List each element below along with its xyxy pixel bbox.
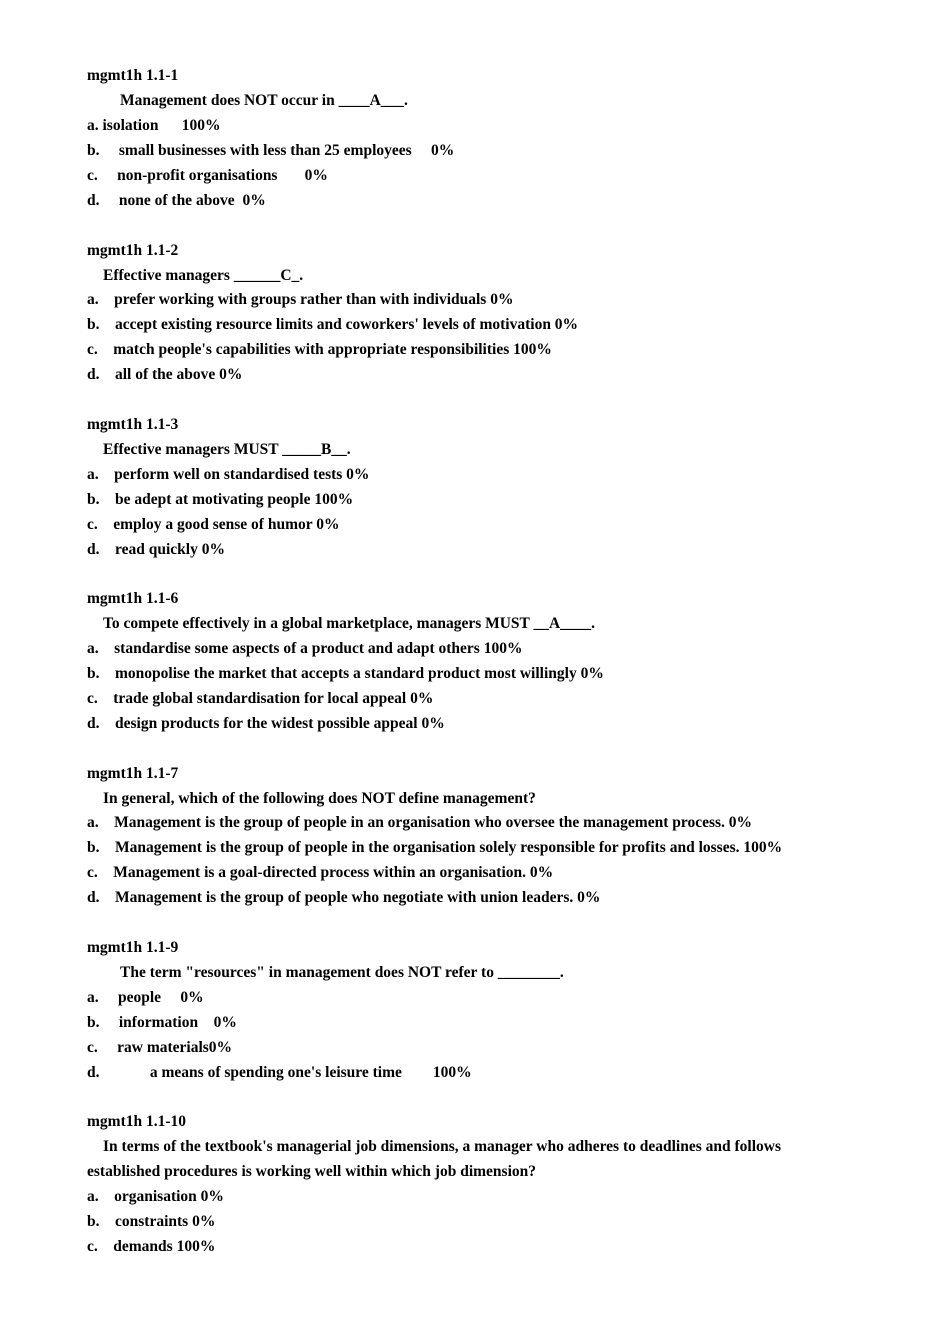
question-text: Effective managers ______C_.	[103, 267, 304, 284]
answer-option: c. raw materials0%	[87, 1039, 233, 1056]
answer-option: a. prefer working with groups rather than with individuals 0%	[87, 291, 514, 308]
question-text: Management does NOT occur in ____A___.	[120, 92, 408, 109]
answer-option: c. employ a good sense of humor 0%	[87, 516, 340, 533]
answer-option: a. people 0%	[87, 989, 204, 1006]
answer-option: a. standardise some aspects of a product and adapt others 100%	[87, 640, 523, 657]
answer-option: c. demands 100%	[87, 1238, 216, 1255]
answer-option: d. design products for the widest possible appeal 0%	[87, 715, 445, 732]
answer-option: a. Management is the group of people in an organisation who oversee the management process. 0%	[87, 814, 753, 831]
question-id: mgmt1h 1.1-3	[87, 416, 179, 433]
answer-option: a. perform well on standardised tests 0%	[87, 466, 370, 483]
answer-option: a. isolation 100%	[87, 117, 221, 134]
question-text: To compete effectively in a global marketplace, managers MUST __A____.	[103, 615, 596, 632]
answer-option: b. information 0%	[87, 1014, 237, 1031]
question-text: In terms of the textbook's managerial job dimensions, a manager who adheres to deadlines and follows	[103, 1138, 782, 1155]
answer-option: c. match people's capabilities with appropriate responsibilities 100%	[87, 341, 552, 358]
answer-option: b. accept existing resource limits and coworkers' levels of motivation 0%	[87, 316, 579, 333]
answer-option: b. small businesses with less than 25 employees 0%	[87, 142, 455, 159]
answer-option: d. a means of spending one's leisure time 100%	[87, 1064, 472, 1081]
question-id: mgmt1h 1.1-6	[87, 590, 179, 607]
question-id: mgmt1h 1.1-2	[87, 242, 179, 259]
question-text: The term "resources" in management does NOT refer to ________.	[120, 964, 564, 981]
answer-option: b. be adept at motivating people 100%	[87, 491, 354, 508]
question-text-continued: established procedures is working well within which job dimension?	[87, 1163, 536, 1180]
answer-option: d. read quickly 0%	[87, 541, 225, 558]
answer-option: d. all of the above 0%	[87, 366, 243, 383]
answer-option: c. trade global standardisation for local appeal 0%	[87, 690, 434, 707]
answer-option: b. monopolise the market that accepts a standard product most willingly 0%	[87, 665, 604, 682]
question-text: Effective managers MUST _____B__.	[103, 441, 351, 458]
answer-option: a. organisation 0%	[87, 1188, 224, 1205]
question-id: mgmt1h 1.1-1	[87, 67, 179, 84]
answer-option: b. constraints 0%	[87, 1213, 216, 1230]
question-id: mgmt1h 1.1-7	[87, 765, 179, 782]
answer-option: c. Management is a goal-directed process within an organisation. 0%	[87, 864, 554, 881]
answer-option: d. Management is the group of people who negotiate with union leaders. 0%	[87, 889, 601, 906]
question-id: mgmt1h 1.1-10	[87, 1113, 187, 1130]
answer-option: c. non-profit organisations 0%	[87, 167, 328, 184]
answer-option: b. Management is the group of people in the organisation solely responsible for profits and losses. 100%	[87, 839, 783, 856]
question-text: In general, which of the following does NOT define management?	[103, 790, 536, 807]
answer-option: d. none of the above 0%	[87, 192, 266, 209]
question-id: mgmt1h 1.1-9	[87, 939, 179, 956]
